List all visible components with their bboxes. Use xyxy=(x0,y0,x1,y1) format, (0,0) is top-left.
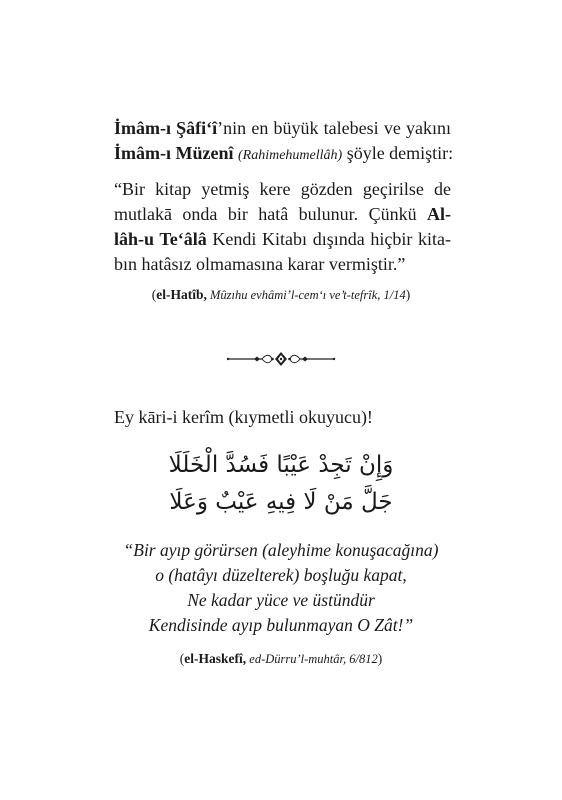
citation-source: Mûzıhu evhâmi’l-cem‘ı ve’t-tefrîk, 1/14 xyxy=(206,288,406,302)
quote-line-4: bın hatâsız olmamasına karar vermiştir.” xyxy=(114,254,406,274)
verse-translation-line-3: Ne kadar yüce ve üstündür xyxy=(187,590,375,610)
verse-translation-line-2: o (hatâyı düzelterek) boşluğu kapat, xyxy=(155,565,407,585)
quote-line-2 xyxy=(114,202,451,227)
verse-translation-line-4: Kendisinde ayıp bulunmayan O Zât!” xyxy=(148,615,414,635)
imam-shafii-name: İmâm-ı Şâfi‘î xyxy=(114,118,218,138)
reader-address: Ey kāri-i kerîm (kıymetli okuyucu)! xyxy=(114,407,373,427)
intro-line-1 xyxy=(114,116,451,141)
citation-open-paren: ( xyxy=(151,287,157,302)
ornamental-divider-icon xyxy=(226,351,336,367)
citation-author: el-Hatîb, xyxy=(156,287,207,302)
quote-line-2-bold: Al- xyxy=(427,204,451,224)
arabic-verse-line-2: جَلَّ مَنْ لَا فِيهِ عَيْبٌ وَعَلَا xyxy=(169,489,393,515)
citation2-author: el-Haskefî, xyxy=(184,651,247,666)
arabic-verse-line-1: وَإِنْ تَجِدْ عَيْبًا فَسُدَّ الْخَلَلَا xyxy=(168,452,394,478)
verse-translation-line-1: “Bir ayıp görürsen (aleyhime konuşacağına) xyxy=(123,540,439,560)
quote-line-3 xyxy=(114,227,451,252)
quote-paragraph xyxy=(114,177,451,277)
quote-line-2-text: mutlakā onda bir hatâ bulunur. Çünkü xyxy=(114,204,427,224)
citation-close-paren: ) xyxy=(405,287,411,302)
citation-haskefi xyxy=(0,650,562,668)
intro-text-2: şöyle demiştir: xyxy=(342,143,454,163)
honorific: (Rahimehumellâh) xyxy=(237,148,343,163)
citation2-open-paren: ( xyxy=(179,651,185,666)
imam-muzeni-name: İmâm-ı Müzenî xyxy=(114,143,234,163)
citation2-close-paren: ) xyxy=(377,651,383,666)
intro-text-1: ’nin en büyük talebesi ve yakını xyxy=(217,118,451,138)
intro-paragraph xyxy=(114,116,454,168)
quote-line-1: “Bir kitap yetmiş kere gözden geçirilse de xyxy=(114,179,451,199)
citation-hatib xyxy=(0,286,562,304)
quote-line-3-text: Kendi Kitabı dışında hiçbir kita- xyxy=(206,229,451,249)
intro-line-2 xyxy=(114,141,454,168)
citation2-source: ed-Dürru’l-muhtâr, 6/812 xyxy=(246,652,378,666)
quote-line-3-bold: lâh-u Te‘âlâ xyxy=(114,229,207,249)
